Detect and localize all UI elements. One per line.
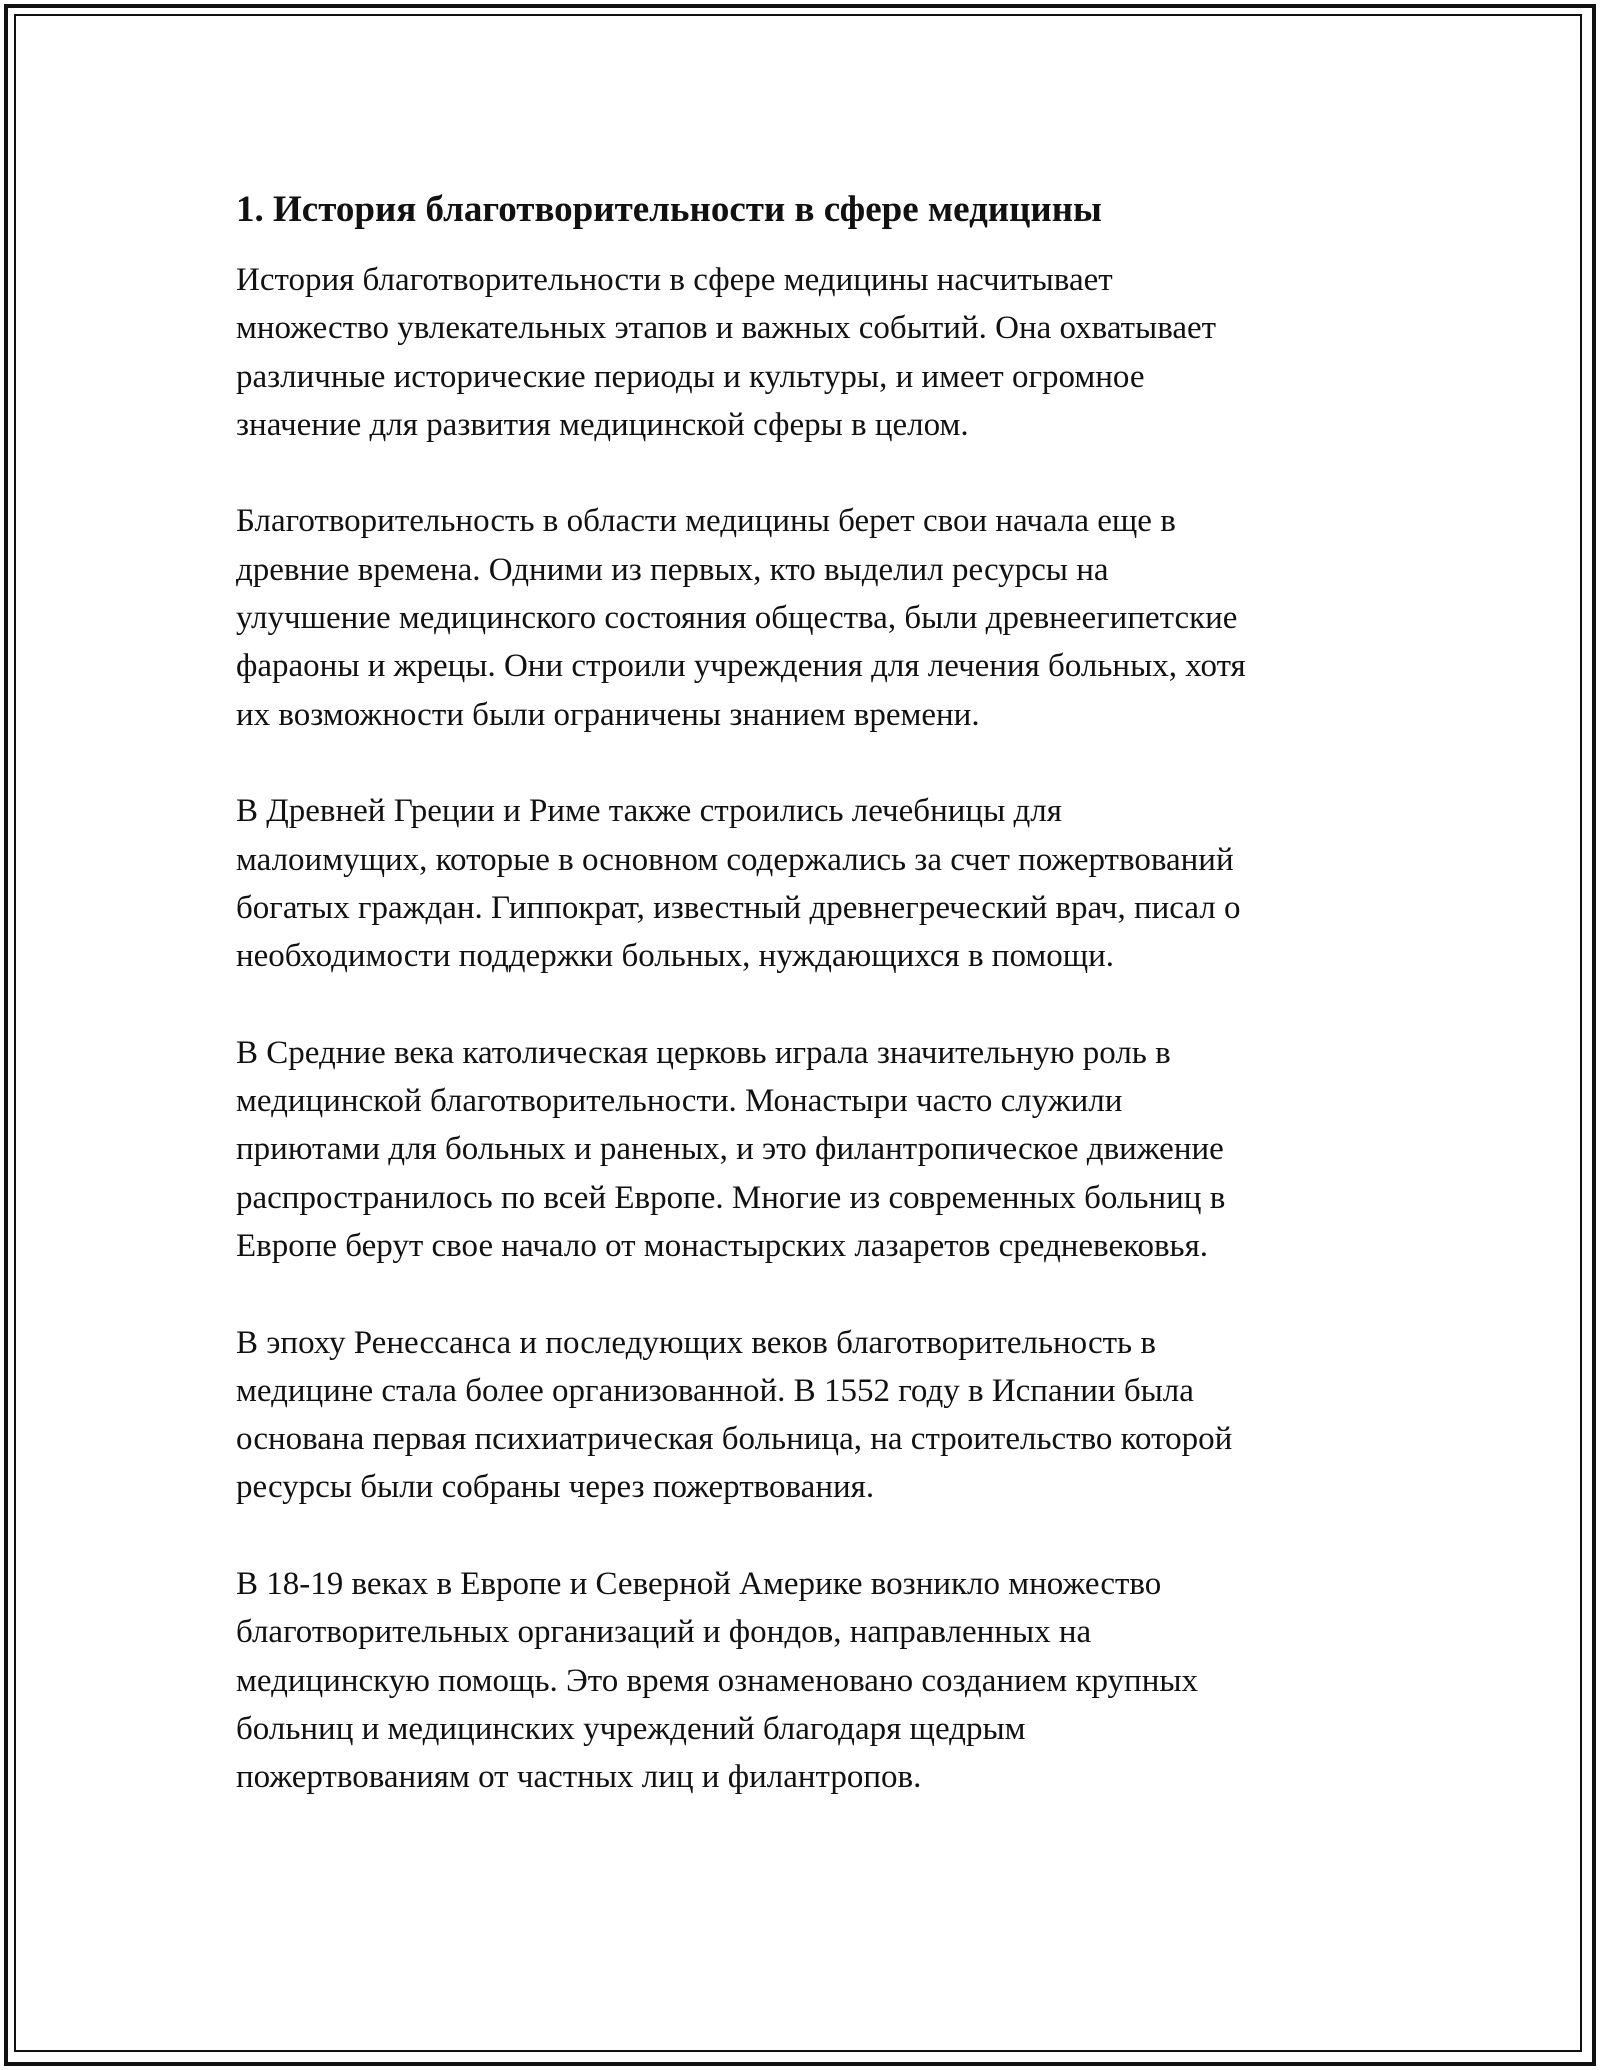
- paragraph-line: Европе берут свое начало от монастырских лазаретов средневековья.: [236, 1227, 1209, 1264]
- paragraph-line: малоимущих, которые в основном содержались за счет пожертвований: [236, 841, 1234, 878]
- paragraph-line: Благотворительность в области медицины берет свои начала еще в: [236, 503, 1176, 540]
- paragraph-line: В эпоху Ренессанса и последующих веков благотворительность в: [236, 1324, 1156, 1361]
- paragraph-line: благотворительных организаций и фондов, направленных на: [236, 1614, 1092, 1651]
- paragraph-line: значение для развития медицинской сферы в целом.: [236, 406, 969, 443]
- paragraph-line: медицине стала более организованной. В 1552 году в Испании была: [236, 1372, 1194, 1409]
- paragraph-line: основана первая психиатрическая больница, на строительство которой: [236, 1421, 1233, 1458]
- paragraph-line: медицинской благотворительности. Монастыри часто служили: [236, 1083, 1123, 1120]
- paragraph-line: В Средние века католическая церковь играла значительную роль в: [236, 1034, 1171, 1071]
- paragraph-3: [236, 787, 1386, 980]
- paragraph-line: больниц и медицинских учреждений благодаря щедрым: [236, 1710, 1026, 1747]
- paragraph-line: древние времена. Одними из первых, кто выделил ресурсы на: [236, 551, 1109, 588]
- paragraph-line: В 18-19 веках в Европе и Северной Америке возникло множество: [236, 1566, 1162, 1603]
- paragraph-line: богатых граждан. Гиппократ, известный древнегреческий врач, писал о: [236, 889, 1241, 926]
- paragraph-line: различные исторические периоды и культуры, и имеет огромное: [236, 358, 1145, 395]
- paragraph-line: медицинскую помощь. Это время ознаменовано созданием крупных: [236, 1662, 1199, 1699]
- paragraph-line: В Древней Греции и Риме также строились лечебницы для: [236, 793, 1062, 830]
- paragraph-4: [236, 1029, 1386, 1270]
- paragraph-line: множество увлекательных этапов и важных событий. Она охватывает: [236, 310, 1217, 347]
- paragraph-line: их возможности были ограничены знанием времени.: [236, 696, 980, 733]
- paragraph-line: необходимости поддержки больных, нуждающихся в помощи.: [236, 938, 1115, 975]
- paragraph-5: [236, 1319, 1386, 1512]
- paragraph-line: улучшение медицинского состояния общества, были древнеегипетские: [236, 600, 1238, 637]
- paragraph-1: [236, 256, 1386, 449]
- paragraph-line: История благотворительности в сфере медицины насчитывает: [236, 262, 1113, 298]
- paragraph-line: распространилось по всей Европе. Многие из современных больниц в: [236, 1179, 1226, 1216]
- paragraph-6: [236, 1560, 1386, 1801]
- paragraph-line: пожертвованиям от частных лиц и филантропов.: [236, 1759, 922, 1796]
- paragraph-line: фараоны и жрецы. Они строили учреждения для лечения больных, хотя: [236, 648, 1246, 685]
- paragraph-2: [236, 497, 1386, 738]
- paragraph-line: приютами для больных и раненых, и это филантропическое движение: [236, 1131, 1224, 1168]
- section-heading: 1. История благотворительности в сфере медицины: [236, 189, 1102, 230]
- paragraph-line: ресурсы были собраны через пожертвования.: [236, 1469, 875, 1506]
- document-body: [236, 186, 1386, 1850]
